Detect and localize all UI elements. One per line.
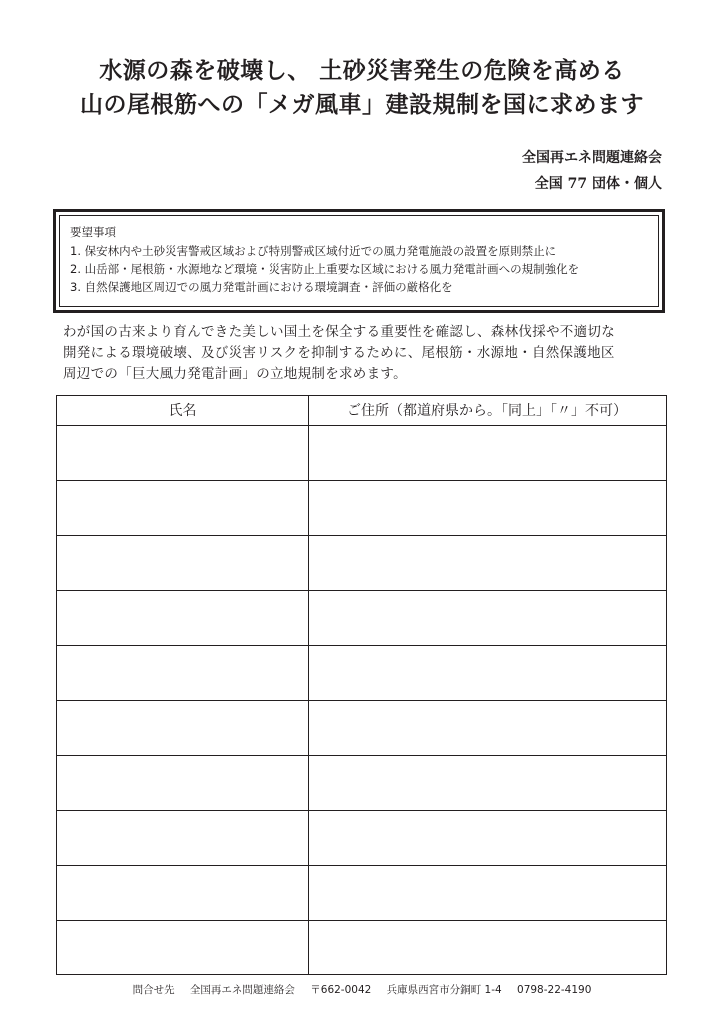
address-cell[interactable] [309,481,666,535]
address-column-header: ご住所（都道府県から。「同上」「〃」不可） [347,403,627,419]
signature-table [56,395,667,975]
address-cell[interactable] [309,756,666,810]
petition-title-line-1: 水源の森を破壊し、 土砂災害発生の危険を高める [99,57,625,84]
demands-inner-frame [59,215,659,307]
address-cell[interactable] [309,866,666,920]
signature-row [57,701,666,756]
signature-row [57,591,666,646]
footer-postal-code: 〒662-0042 [310,984,372,996]
name-column-header: 氏名 [168,403,197,419]
name-cell[interactable] [57,536,308,590]
organization-members: 全国 77 団体・個人 [534,176,662,192]
footer-address: 兵庫県西宮市分銅町 1-4 [386,984,502,996]
signature-table-header [57,396,666,426]
name-cell[interactable] [57,426,308,480]
address-cell[interactable] [309,591,666,645]
signature-row [57,646,666,701]
name-cell[interactable] [57,866,308,920]
intro-line: 周辺での「巨大風力発電計画」の立地規制を求めます。 [63,366,407,382]
signature-row [57,536,666,591]
address-cell[interactable] [309,811,666,865]
name-cell[interactable] [57,481,308,535]
signature-row [57,811,666,866]
demands-heading: 要望事項 [70,225,116,239]
signature-row [57,921,666,976]
demand-item-3: 3. 自然保護地区周辺での風力発電計画における環境調査・評価の厳格化を [70,280,453,294]
name-cell[interactable] [57,591,308,645]
intro-paragraph [63,322,693,385]
name-cell[interactable] [57,921,308,976]
name-cell[interactable] [57,811,308,865]
organization-name: 全国再エネ問題連絡会 [522,150,662,166]
footer-phone: 0798-22-4190 [517,984,592,996]
contact-footer [0,983,724,997]
signature-row [57,481,666,536]
footer-label: 問合せ先 [132,984,175,996]
footer-org: 全国再エネ問題連絡会 [189,984,295,996]
address-cell[interactable] [309,701,666,755]
address-cell[interactable] [309,646,666,700]
demand-item-1: 1. 保安林内や土砂災害警戒区域および特別警戒区域付近での風力発電施設の設置を原則禁止に [70,244,557,258]
address-cell[interactable] [309,536,666,590]
demand-item-2: 2. 山岳部・尾根筋・水源地など環境・災害防止上重要な区域における風力発電計画への規制強化を [70,262,580,276]
signature-row [57,756,666,811]
signature-row [57,866,666,921]
demands-box [53,209,665,313]
name-cell[interactable] [57,756,308,810]
petition-title-line-2: 山の尾根筋への「メガ風車」建設規制を国に求めます [80,91,644,118]
name-cell[interactable] [57,701,308,755]
intro-line: 開発による環境破壊、及び災害リスクを抑制するために、尾根筋・水源地・自然保護地区 [63,345,615,361]
name-cell[interactable] [57,646,308,700]
signature-row [57,426,666,481]
address-cell[interactable] [309,921,666,976]
address-cell[interactable] [309,426,666,480]
intro-line: わが国の古来より育んできた美しい国土を保全する重要性を確認し、森林伐採や不適切な [63,324,615,340]
